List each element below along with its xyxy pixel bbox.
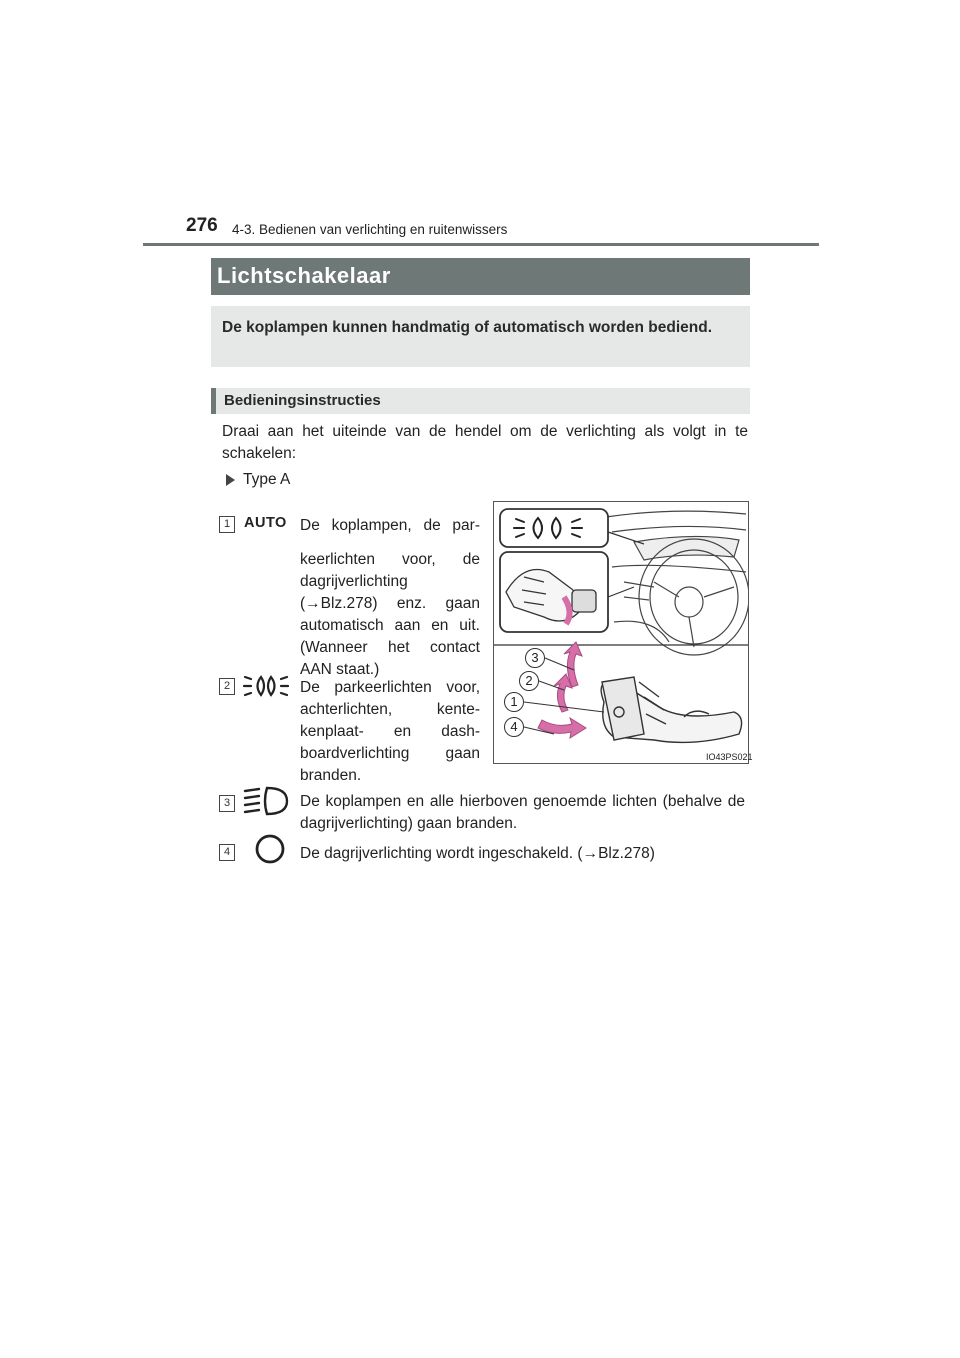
item-1-rest: keerlichten voor, de dagrijverlichting (→Blz.278) enz. gaan automatisch aan en uit. (Wanneer het contact AAN staat.) bbox=[300, 551, 480, 678]
figure-code: IO43PS021 bbox=[706, 752, 753, 762]
bullet-arrow-icon bbox=[226, 474, 235, 486]
subheading-stripe bbox=[211, 388, 216, 414]
item-1-description bbox=[300, 515, 480, 681]
headlight-icon bbox=[243, 786, 289, 821]
parking-lights-icon bbox=[243, 673, 289, 704]
instruction-text: Draai aan het uiteinde van de hendel om de verlichting als volgt in te schakelen: bbox=[222, 423, 748, 462]
drl-icon bbox=[253, 834, 287, 869]
instruction-paragraph bbox=[222, 421, 748, 465]
item-number-3: 3 bbox=[219, 795, 235, 812]
item-3-description: De koplampen en alle hierboven genoemde lichten (behalve de dagrijverlichting) gaan branden. bbox=[300, 793, 745, 832]
figure-callout-3: 3 bbox=[525, 648, 545, 668]
title-bar bbox=[211, 258, 750, 295]
page-title: Lichtschakelaar bbox=[217, 263, 391, 288]
intro-text: De koplampen kunnen handmatig of automatisch worden bediend. bbox=[222, 319, 713, 336]
item-4-description: De dagrijverlichting wordt ingeschakeld. (→Blz.278) bbox=[300, 845, 655, 862]
item-number-2: 2 bbox=[219, 678, 235, 695]
subheading: Bedieningsinstructies bbox=[224, 392, 381, 409]
item-number-1: 1 bbox=[219, 516, 235, 533]
page-number: 276 bbox=[186, 215, 218, 236]
figure-callout-2: 2 bbox=[519, 671, 539, 691]
figure-callout-4: 4 bbox=[504, 717, 524, 737]
lever-illustration bbox=[493, 501, 749, 764]
type-label: Type A bbox=[243, 471, 291, 488]
header-rule bbox=[143, 243, 819, 246]
item-number-4: 4 bbox=[219, 844, 235, 861]
subheading-bar bbox=[211, 388, 750, 414]
figure-callout-1: 1 bbox=[504, 692, 524, 712]
intro-box bbox=[211, 306, 750, 367]
lever-illustration-drawing bbox=[494, 502, 748, 763]
section-title: 4-3. Bedienen van verlichting en ruitenwissers bbox=[232, 222, 508, 237]
item-1-line1: De koplampen, de par- bbox=[300, 517, 480, 534]
auto-symbol: AUTO bbox=[244, 515, 287, 531]
item-2-description: De parkeerlichten voor, achterlichten, kente-kenplaat- en dash-boardverlichting gaan branden. bbox=[300, 679, 480, 784]
